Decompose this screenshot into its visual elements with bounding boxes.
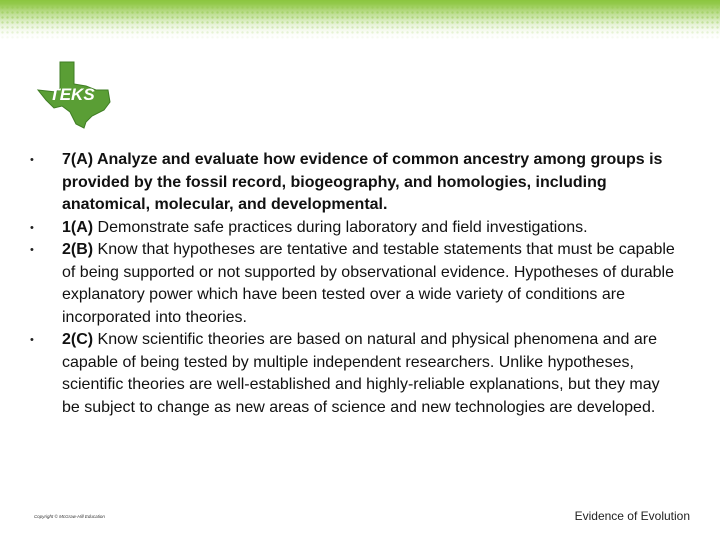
- standard-code: 1(A): [62, 218, 94, 236]
- bullet-marker: •: [30, 154, 34, 166]
- bullet-marker: •: [30, 334, 34, 346]
- standard-text: Know that hypotheses are tentative and testable statements that must be capable of being supported or not supported by observational evidence. Hypotheses of durable explanatory power which have been tested over a wide variety of conditions are incorporated into theories.: [62, 241, 675, 326]
- list-item: [30, 239, 680, 329]
- list-item: [30, 149, 680, 217]
- standard-code: 2(B): [62, 241, 94, 258]
- texas-teks-icon: [34, 58, 114, 130]
- list-item: [30, 329, 680, 419]
- top-decorative-band: [0, 0, 720, 42]
- bullet-marker: •: [30, 244, 34, 256]
- bullet-marker: •: [30, 221, 34, 234]
- standard-code: 2(C): [62, 331, 94, 348]
- band-fade: [0, 0, 720, 42]
- logo-text: TEKS: [49, 85, 95, 104]
- list-item: [30, 217, 680, 240]
- standard-text: Analyze and evaluate how evidence of common ancestry among groups is provided by the fossil record, biogeography, and homologies, including anatomical, molecular, and developmental.: [62, 151, 663, 213]
- standard-code: 7(A): [62, 151, 94, 168]
- copyright-notice: Copyright © McGraw-Hill Education: [34, 514, 105, 519]
- teks-standards-list: [30, 149, 680, 419]
- standard-text: Demonstrate safe practices during laboratory and field investigations.: [93, 218, 588, 236]
- topic-label: Evidence of Evolution: [574, 509, 690, 523]
- standard-text: Know scientific theories are based on natural and physical phenomena and are capable of being tested by multiple independent researchers. Unlike hypotheses, scientific theories are well-established and highly-reliable explanations, but they may be subject to change as new areas of science and new technologies are developed.: [62, 331, 660, 416]
